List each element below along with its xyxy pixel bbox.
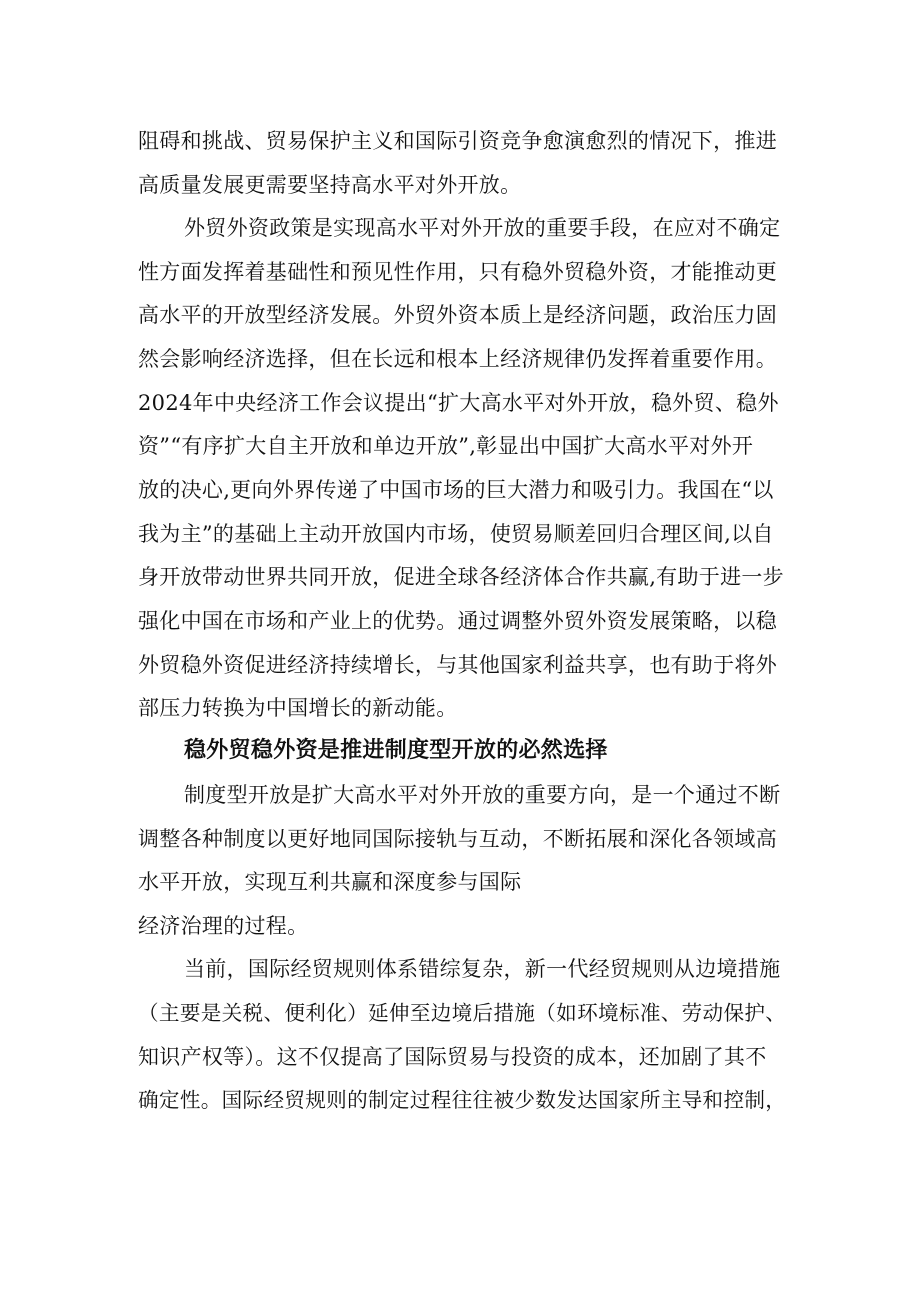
paragraph-3-line-2: 调整各种制度以更好地同国际接轨与互动，不断拓展和深化各领域高: [138, 827, 777, 851]
paragraph-3-line-4: 经济治理的过程。: [138, 914, 309, 938]
section-heading: 稳外贸稳外资是推进制度型开放的必然选择: [184, 738, 608, 763]
paragraph-2-line-3: 高水平的开放型经济发展。外贸外资本质上是经济问题，政治压力固: [138, 303, 777, 327]
paragraph-2-line-9: 身开放带动世界共同开放，促进全球各经济体合作共赢,有助于进一步: [138, 565, 784, 589]
paragraph-1-line-1: 阻碍和挑战、贸易保护主义和国际引资竞争愈演愈烈的情况下，推进: [138, 129, 777, 153]
paragraph-2-line-10: 强化中国在市场和产业上的优势。通过调整外贸外资发展策略，以稳: [138, 609, 777, 633]
paragraph-4-line-1: 当前，国际经贸规则体系错综复杂，新一代经贸规则从边境措施: [184, 957, 781, 981]
paragraph-2-line-12: 部压力转换为中国增长的新动能。: [138, 696, 458, 720]
paragraph-2-line-1: 外贸外资政策是实现高水平对外开放的重要手段，在应对不确定: [184, 216, 781, 240]
paragraph-2-line-11: 外贸稳外资促进经济持续增长，与其他国家利益共享，也有助于将外: [138, 653, 777, 677]
paragraph-3-line-3: 水平开放，实现互利共赢和深度参与国际: [138, 870, 522, 894]
paragraph-3-line-1: 制度型开放是扩大高水平对外开放的重要方向，是一个通过不断: [184, 783, 781, 807]
paragraph-2-line-8: 我为主”的基础上主动开放国内市场，使贸易顺差回归合理区间,以自: [138, 522, 774, 546]
paragraph-4-line-3: 知识产权等）。这不仅提高了国际贸易与投资的成本，还加剧了其不: [138, 1045, 767, 1069]
paragraph-2-line-7: 放的决心,更向外界传递了中国市场的巨大潜力和吸引力。我国在“以: [138, 478, 774, 502]
paragraph-4-line-4: 确定性。国际经贸规则的制定过程往往被少数发达国家所主导和控制，: [138, 1088, 787, 1112]
paragraph-2-line-2: 性方面发挥着基础性和预见性作用，只有稳外贸稳外资，才能推动更: [138, 260, 777, 284]
paragraph-2-line-5: 2024年中央经济工作会议提出“扩大高水平对外开放，稳外贸、稳外: [138, 391, 779, 415]
paragraph-1-line-2: 高质量发展更需要坚持高水平对外开放。: [138, 173, 522, 197]
paragraph-2-line-4: 然会影响经济选择，但在长远和根本上经济规律仍发挥着重要作用。: [138, 347, 777, 371]
paragraph-2-line-6: 资”“有序扩大自主开放和单边开放”,彰显出中国扩大高水平对外开: [138, 434, 754, 458]
paragraph-4-line-2: （主要是关税、便利化）延伸至边境后措施（如环境标准、劳动保护、: [138, 1001, 787, 1025]
